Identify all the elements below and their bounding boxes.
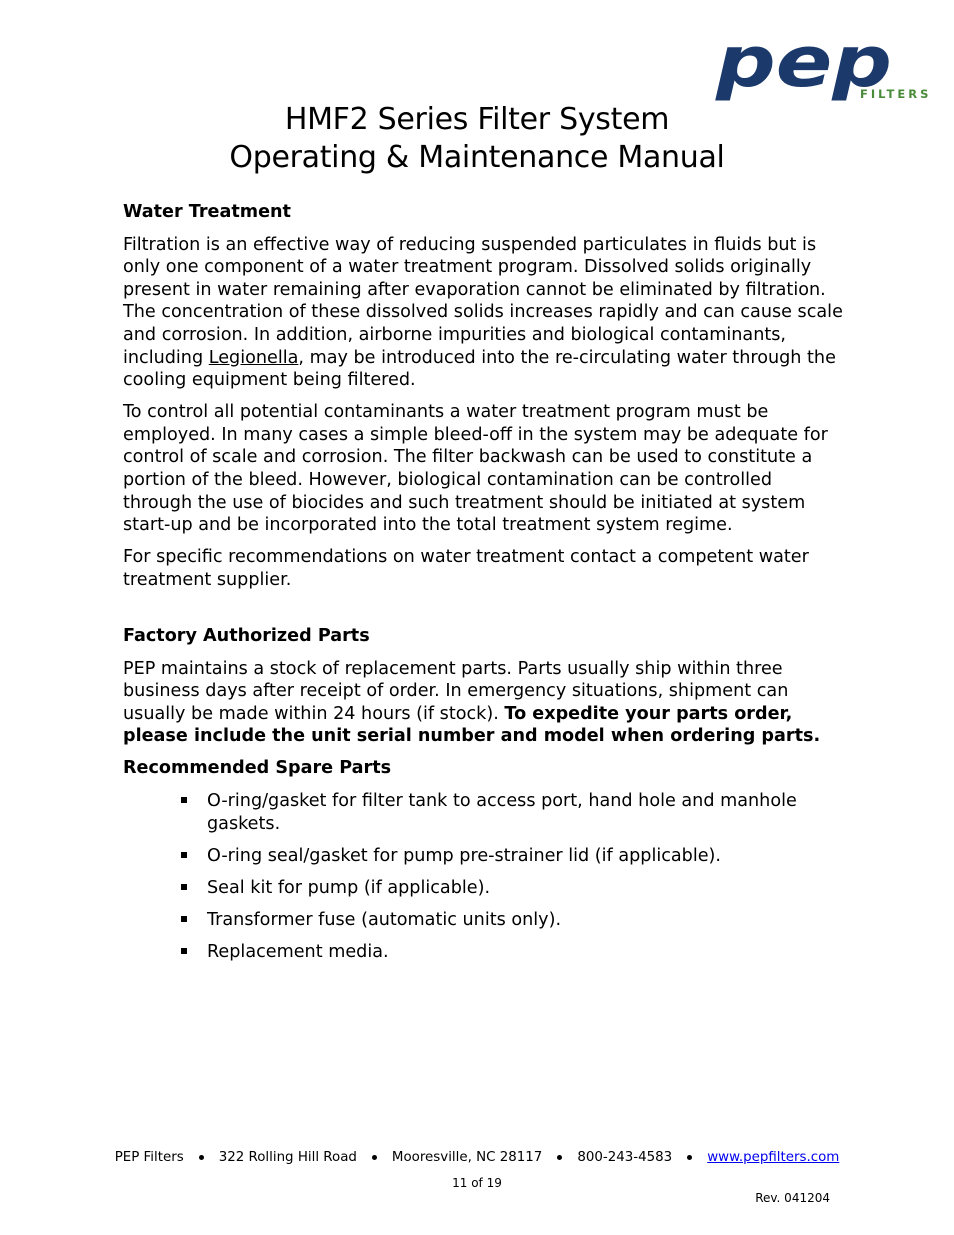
document-title-line2: Operating & Maintenance Manual — [229, 140, 725, 175]
footer-address: 322 Rolling Hill Road — [218, 1150, 357, 1165]
bullet-icon — [181, 884, 187, 890]
footer-phone: 800-243-4583 — [577, 1150, 673, 1165]
list-item: Transformer fuse (automatic units only). — [207, 909, 843, 932]
list-item: O-ring seal/gasket for pump pre-strainer lid (if applicable). — [207, 845, 843, 868]
logo-filters-text: FILTERS — [860, 87, 932, 101]
bullet-icon — [181, 948, 187, 954]
page-number: 11 of 19 — [452, 1176, 502, 1190]
water-treatment-paragraph-3: For specific recommendations on water treatment contact a competent water treatment supplier. — [123, 547, 809, 590]
spare-parts-list — [123, 790, 843, 964]
bullet-icon — [181, 852, 187, 858]
page-footer — [0, 1148, 954, 1168]
document-title-line1: HMF2 Series Filter System — [284, 102, 670, 137]
dot-separator-icon — [372, 1155, 377, 1160]
spare-parts-heading: Recommended Spare Parts — [123, 758, 392, 779]
list-item: O-ring/gasket for filter tank to access port, hand hole and manhole gaskets. — [207, 790, 843, 835]
legionella-term: Legionella — [208, 347, 299, 368]
water-treatment-heading: Water Treatment — [123, 202, 291, 222]
footer-company: PEP Filters — [114, 1150, 184, 1165]
pep-filters-logo — [714, 30, 936, 102]
bullet-icon — [181, 797, 187, 803]
revision-number: Rev. 041204 — [755, 1191, 830, 1205]
main-content — [123, 201, 843, 973]
factory-parts-heading: Factory Authorized Parts — [123, 626, 370, 646]
bullet-icon — [181, 916, 187, 922]
dot-separator-icon — [687, 1155, 692, 1160]
logo-pep-text: pep — [714, 30, 892, 102]
parts-order-instruction: To expedite your parts order, please include the unit serial number and model when ordering parts. — [123, 703, 821, 747]
list-item: Replacement media. — [207, 941, 843, 964]
factory-parts-paragraph: PEP maintains a stock of replacement parts. Parts usually ship within three business days after receipt of order. In emergency situations, shipment can usually be made within 24 hours (if stock). To expedite your parts order, please include the unit serial number and model when ordering parts. — [123, 658, 821, 747]
footer-website-link[interactable]: www.pepfilters.com — [707, 1150, 840, 1165]
footer-city: Mooresville, NC 28117 — [391, 1150, 543, 1165]
water-treatment-paragraph-2: To control all potential contaminants a water treatment program must be employed. In many cases a simple bleed-off in the system may be adequate for control of scale and corrosion. The filter backwash can be used to constitute a portion of the bleed. However, biological contamination can be controlled through the use of biocides and such treatment should be initiated at system start-up and be incorporated into the total treatment system regime. — [123, 402, 828, 536]
list-item: Seal kit for pump (if applicable). — [207, 877, 843, 900]
dot-separator-icon — [557, 1155, 562, 1160]
water-treatment-paragraph-1: Filtration is an effective way of reducing suspended particulates in fluids but is only one component of a water treatment program. Dissolved solids originally present in water remaining after evaporation cannot be eliminated by filtration. The concentration of these dissolved solids increases rapidly and can cause scale and corrosion. In addition, airborne impurities and biological contaminants, including Legionella, may be introduced into the re-circulating water through the cooling equipment being filtered. — [123, 234, 843, 391]
dot-separator-icon — [199, 1155, 204, 1160]
